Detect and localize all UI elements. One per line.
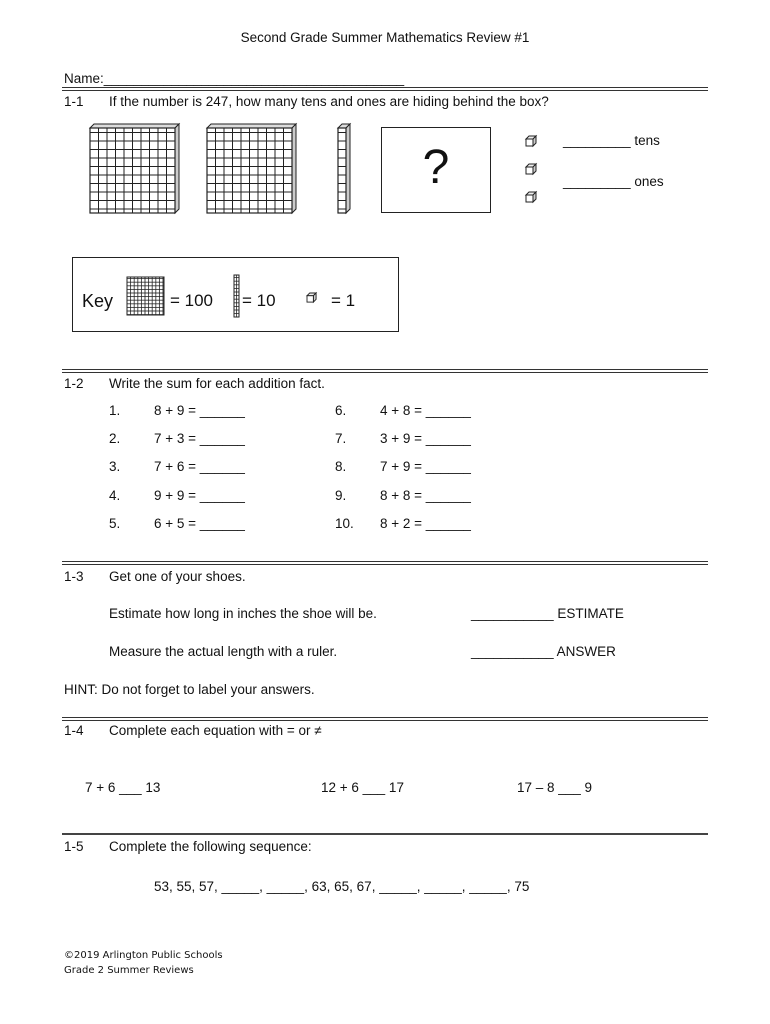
question-mark: ? [422, 141, 450, 194]
fact-number: 2. [109, 431, 121, 446]
answer-blank[interactable]: ___________ ANSWER [471, 644, 616, 659]
unit-cube-icon [526, 136, 537, 147]
unit-cube-icon [307, 293, 317, 303]
tens-answer-blank[interactable]: _________ tens [563, 133, 660, 148]
fact-equation[interactable]: 4 + 8 = ______ [380, 403, 471, 418]
fact-number: 1. [109, 403, 121, 418]
fact-equation[interactable]: 7 + 6 = ______ [154, 459, 245, 474]
ten-rod-icon [338, 124, 352, 216]
name-field-label: Name:________________________________________ [64, 71, 405, 86]
measure-instruction: Measure the actual length with a ruler. [109, 644, 338, 659]
fact-number: 9. [335, 488, 347, 503]
equation-1[interactable]: 7 + 6 ___ 13 [85, 780, 161, 795]
equation-2[interactable]: 12 + 6 ___ 17 [321, 780, 404, 795]
hiding-box [381, 127, 491, 213]
key-label: Key [82, 291, 114, 311]
fact-number: 7. [335, 431, 347, 446]
question-prompt: Get one of your shoes. [109, 569, 246, 584]
question-number: 1-4 [64, 723, 84, 738]
hundred-block-icon [127, 275, 167, 317]
unit-cube-icon [526, 164, 537, 175]
hundred-block-icon [90, 124, 184, 216]
fact-equation[interactable]: 7 + 3 = ______ [154, 431, 245, 446]
key-box [72, 257, 399, 332]
key-one-value: = 1 [331, 291, 356, 310]
fact-number: 3. [109, 459, 121, 474]
page-title: Second Grade Summer Mathematics Review #1 [240, 30, 530, 45]
question-prompt: Complete each equation with = or ≠ [109, 723, 322, 738]
equation-3[interactable]: 17 – 8 ___ 9 [517, 780, 593, 795]
hint-text: HINT: Do not forget to label your answers. [64, 682, 315, 697]
question-number: 1-2 [64, 376, 84, 391]
fact-number: 8. [335, 459, 347, 474]
fact-number: 4. [109, 488, 121, 503]
key-ten-value: = 10 [242, 291, 276, 310]
divider [62, 833, 708, 835]
ten-rod-icon [233, 274, 241, 318]
estimate-blank[interactable]: ___________ ESTIMATE [471, 606, 624, 621]
fact-equation[interactable]: 6 + 5 = ______ [154, 516, 245, 531]
footer-course: Grade 2 Summer Reviews [64, 965, 194, 976]
unit-cube-icon [526, 192, 537, 203]
fact-number: 5. [109, 516, 121, 531]
fact-number: 6. [335, 403, 347, 418]
estimate-instruction: Estimate how long in inches the shoe will be. [109, 606, 377, 621]
number-sequence[interactable]: 53, 55, 57, _____, _____, 63, 65, 67, _____, _____, _____, 75 [154, 879, 530, 894]
key-hundred-value: = 100 [170, 291, 214, 310]
ones-answer-blank[interactable]: _________ ones [563, 174, 664, 189]
divider [62, 369, 708, 373]
fact-equation[interactable]: 3 + 9 = ______ [380, 431, 471, 446]
fact-equation[interactable]: 8 + 8 = ______ [380, 488, 471, 503]
footer-copyright: ©2019 Arlington Public Schools [64, 950, 223, 961]
divider [62, 87, 708, 91]
hundred-block-icon [207, 124, 301, 216]
divider [62, 717, 708, 721]
question-prompt: Complete the following sequence: [109, 839, 312, 854]
question-number: 1-3 [64, 569, 84, 584]
question-prompt: If the number is 247, how many tens and ones are hiding behind the box? [109, 94, 549, 109]
fact-equation[interactable]: 9 + 9 = ______ [154, 488, 245, 503]
fact-equation[interactable]: 8 + 2 = ______ [380, 516, 471, 531]
divider [62, 561, 708, 565]
question-prompt: Write the sum for each addition fact. [109, 376, 325, 391]
question-number: 1-1 [64, 94, 84, 109]
fact-number: 10. [335, 516, 354, 531]
question-number: 1-5 [64, 839, 84, 854]
fact-equation[interactable]: 7 + 9 = ______ [380, 459, 471, 474]
fact-equation[interactable]: 8 + 9 = ______ [154, 403, 245, 418]
